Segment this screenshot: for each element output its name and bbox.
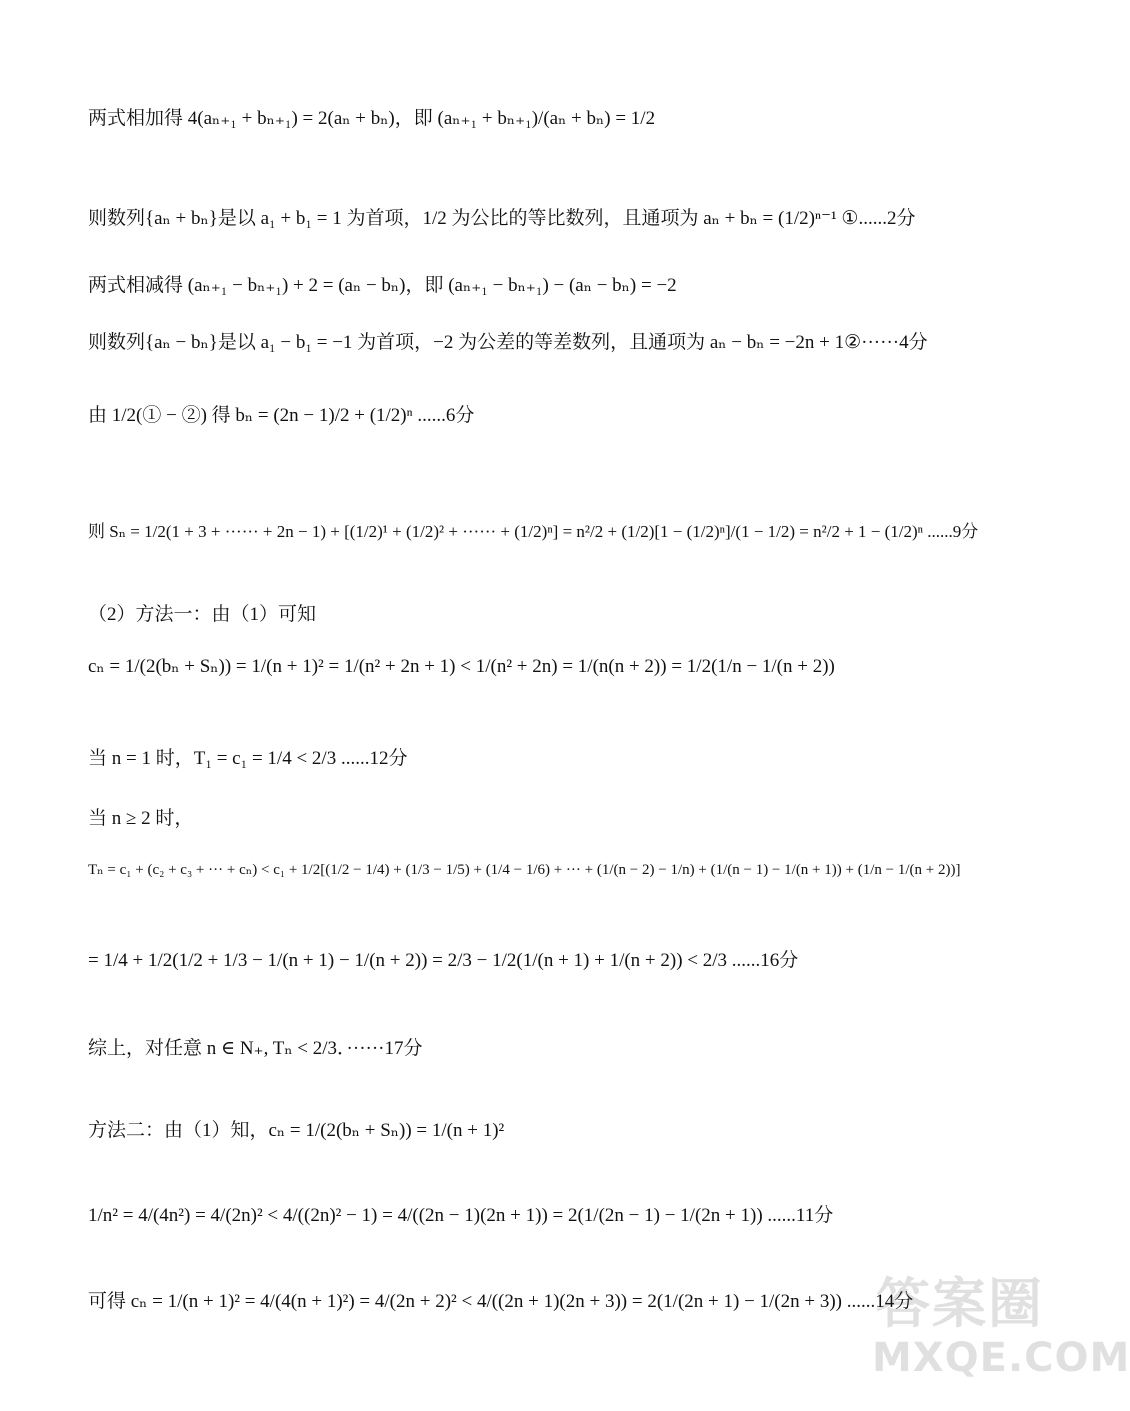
text-line-cn-method2: 可得 cₙ = 1/(n + 1)² = 4/(4(n + 1)²) = 4/(2n + 2)² < 4/((2n + 1)(2n + 3)) = 2(1/(2n + 1) − 1/(2n + 3)) ......14分 [88,1291,914,1312]
text-line-tn-result: = 1/4 + 1/2(1/2 + 1/3 − 1/(n + 1) − 1/(n + 2)) = 2/3 − 1/2(1/(n + 1) + 1/(n + 2)) < 2/3 ......16分 [88,950,799,971]
text-line-conclusion: 综上，对任意 n ∈ N₊, Tₙ < 2/3．······17分 [88,1038,423,1059]
text-line-method2: 方法二：由（1）知，cₙ = 1/(2(bₙ + Sₙ)) = 1/(n + 1)² [88,1120,505,1141]
text-line-n-equals-1: 当 n = 1 时，T₁ = c₁ = 1/4 < 2/3 ......12分 [88,748,408,769]
text-line-n-geq-2: 当 n ≥ 2 时， [88,808,194,829]
text-line-geometric: 则数列{aₙ + bₙ}是以 a₁ + b₁ = 1 为首项，1/2 为公比的等比数列，且通项为 aₙ + bₙ = (1/2)ⁿ⁻¹ ①......2分 [88,208,916,229]
text-line-bn: 由 1/2(① − ②) 得 bₙ = (2n − 1)/2 + (1/2)ⁿ ......6分 [88,405,475,426]
watermark-url: MXQE.COM [872,1335,1130,1381]
text-line-cn-bound: cₙ = 1/(2(bₙ + Sₙ)) = 1/(n + 1)² = 1/(n² + 2n + 1) < 1/(n² + 2n) = 1/(n(n + 2)) = 1/2(1/n − 1/(n + 2)) [88,656,835,677]
watermark-text: 答案圈 [876,1272,1044,1335]
text-line-difference: 两式相减得 (aₙ₊₁ − bₙ₊₁) + 2 = (aₙ − bₙ)，即 (aₙ₊₁ − bₙ₊₁) − (aₙ − bₙ) = −2 [88,275,677,296]
text-line-1-over-n2: 1/n² = 4/(4n²) = 4/(2n)² < 4/((2n)² − 1) = 4/((2n − 1)(2n + 1)) = 2(1/(2n − 1) − 1/(2n + 1)) ......11分 [88,1205,834,1226]
text-line-arithmetic: 则数列{aₙ − bₙ}是以 a₁ − b₁ = −1 为首项，−2 为公差的等差数列，且通项为 aₙ − bₙ = −2n + 1②······4分 [88,332,928,353]
text-line-sn: 则 Sₙ = 1/2(1 + 3 + ······ + 2n − 1) + [(1/2)¹ + (1/2)² + ······ + (1/2)ⁿ] = n²/2 + (1/2)[1 − (1/2)ⁿ]/(1 − 1/2) = n²/2 + 1 − (1/2)ⁿ ......9分 [88,522,979,541]
text-line-sum: 两式相加得 4(aₙ₊₁ + bₙ₊₁) = 2(aₙ + bₙ)，即 (aₙ₊₁ + bₙ₊₁)/(aₙ + bₙ) = 1/2 [88,108,656,129]
watermark-logo [864,1243,1130,1393]
text-line-part2-method1: （2）方法一：由（1）可知 [88,604,317,625]
text-line-tn-telescoping: Tₙ = c₁ + (c₂ + c₃ + ··· + cₙ) < c₁ + 1/2[(1/2 − 1/4) + (1/3 − 1/5) + (1/4 − 1/6) + ··· + (1/(n − 2) − 1/n) + (1/(n − 1) − 1/(n + 1)) + (1/n − 1/(n + 2))] [88,862,961,878]
